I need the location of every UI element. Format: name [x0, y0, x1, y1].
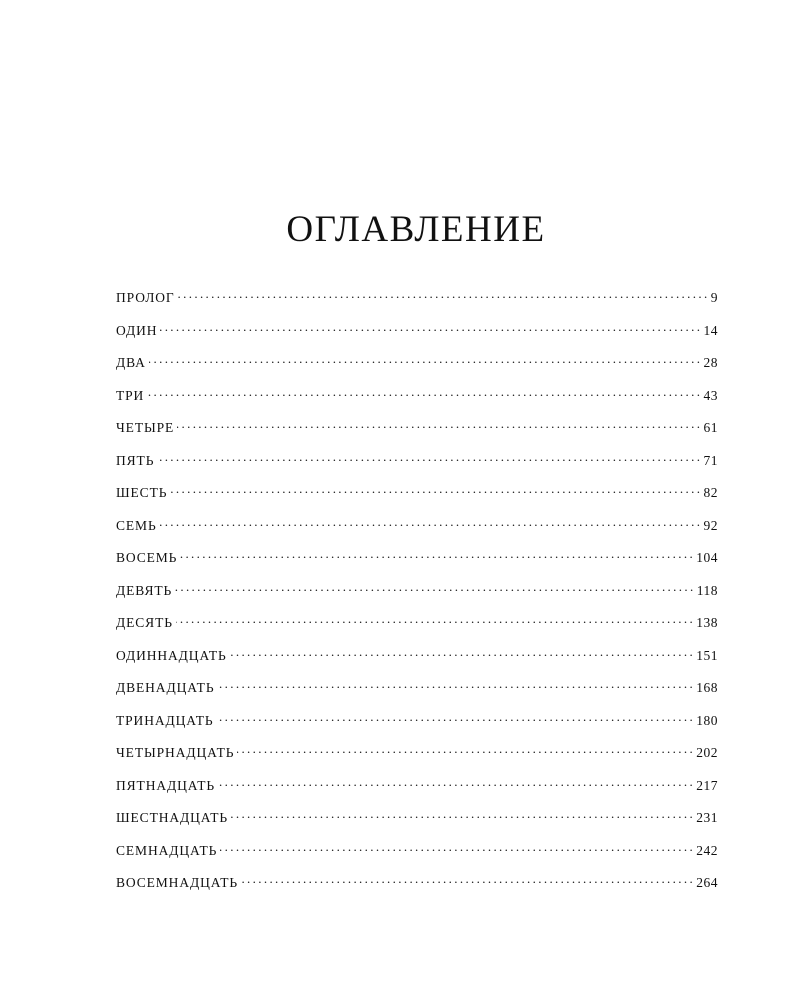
toc-entry[interactable]: [116, 841, 718, 874]
toc-page-number: 104: [696, 550, 718, 565]
toc-chapter-title: ВОСЕМНАДЦАТЬ: [116, 875, 238, 890]
toc-entry[interactable]: [116, 776, 718, 809]
toc-entry[interactable]: [116, 581, 718, 614]
table-of-contents: [116, 288, 718, 906]
toc-page-number: 151: [696, 647, 718, 663]
toc-dot-leader: [175, 581, 693, 595]
toc-chapter-title: ПЯТНАДЦАТЬ: [116, 777, 216, 793]
toc-page-number: 82: [703, 485, 718, 500]
toc-chapter-title: ТРИНАДЦАТЬ: [116, 712, 214, 728]
toc-dot-leader: [149, 353, 700, 367]
toc-entry[interactable]: [116, 646, 718, 679]
toc-page-number: 180: [696, 712, 718, 728]
toc-chapter-title: ДЕВЯТЬ: [116, 582, 173, 598]
toc-entry[interactable]: [116, 418, 718, 451]
toc-entry[interactable]: [116, 743, 718, 776]
toc-dot-leader: [217, 711, 693, 725]
toc-dot-leader: [160, 516, 700, 530]
toc-dot-leader: [170, 483, 699, 497]
toc-chapter-title: ЧЕТЫРЕ: [116, 420, 175, 435]
toc-dot-leader: [217, 678, 692, 692]
toc-page-number: 202: [696, 745, 718, 760]
toc-entry[interactable]: [116, 548, 718, 581]
toc-dot-leader: [220, 841, 692, 855]
toc-dot-leader: [237, 743, 692, 757]
toc-chapter-title: СЕМЬ: [116, 517, 157, 533]
toc-entry[interactable]: [116, 386, 718, 419]
toc-page-number: 231: [696, 810, 718, 825]
toc-page-number: 43: [703, 387, 718, 403]
toc-chapter-title: ВОСЕМЬ: [116, 550, 178, 565]
toc-dot-leader: [176, 613, 692, 627]
toc-entry[interactable]: [116, 288, 718, 321]
toc-chapter-title: ШЕСТНАДЦАТЬ: [116, 810, 229, 825]
toc-dot-leader: [218, 776, 692, 790]
toc-chapter-title: ОДИННАДЦАТЬ: [116, 647, 227, 663]
toc-dot-leader: [180, 548, 692, 562]
toc-dot-leader: [157, 451, 699, 465]
toc-entry[interactable]: [116, 613, 718, 646]
toc-page-number: 28: [703, 355, 718, 370]
toc-entry[interactable]: [116, 678, 718, 711]
toc-page-number: 61: [703, 420, 718, 435]
toc-chapter-title: ОДИН: [116, 322, 158, 338]
toc-chapter-title: СЕМНАДЦАТЬ: [116, 842, 218, 858]
toc-page-number: 242: [696, 842, 718, 858]
toc-dot-leader: [177, 418, 699, 432]
toc-entry[interactable]: [116, 808, 718, 841]
toc-dot-leader: [230, 646, 693, 660]
toc-entry[interactable]: [116, 451, 718, 484]
toc-page-number: 118: [696, 582, 718, 598]
toc-page-number: 14: [703, 322, 718, 338]
toc-dot-leader: [241, 873, 692, 887]
toc-entry[interactable]: [116, 483, 718, 516]
toc-chapter-title: ПРОЛОГ: [116, 290, 175, 305]
toc-page-number: 217: [696, 777, 718, 793]
toc-entry[interactable]: [116, 873, 718, 906]
toc-page-number: 71: [703, 452, 718, 468]
toc-page-number: 138: [696, 615, 718, 630]
toc-entry[interactable]: [116, 516, 718, 549]
toc-chapter-title: ТРИ: [116, 387, 145, 403]
toc-dot-leader: [147, 386, 699, 400]
toc-page-number: 9: [710, 290, 718, 305]
toc-chapter-title: ДЕСЯТЬ: [116, 615, 173, 630]
toc-chapter-title: ШЕСТЬ: [116, 485, 168, 500]
toc-entry[interactable]: [116, 321, 718, 354]
toc-dot-leader: [160, 321, 699, 335]
toc-chapter-title: ДВА: [116, 355, 146, 370]
toc-entry[interactable]: [116, 353, 718, 386]
toc-page-number: 264: [696, 875, 718, 890]
toc-dot-leader: [178, 288, 707, 302]
toc-chapter-title: ДВЕНАДЦАТЬ: [116, 680, 215, 695]
page-title: ОГЛАВЛЕНИЕ: [286, 209, 546, 250]
toc-page-number: 168: [696, 680, 718, 695]
toc-dot-leader: [231, 808, 692, 822]
toc-entry[interactable]: [116, 711, 718, 744]
toc-chapter-title: ПЯТЬ: [116, 452, 155, 468]
toc-page-number: 92: [703, 517, 718, 533]
toc-chapter-title: ЧЕТЫРНАДЦАТЬ: [116, 745, 235, 760]
